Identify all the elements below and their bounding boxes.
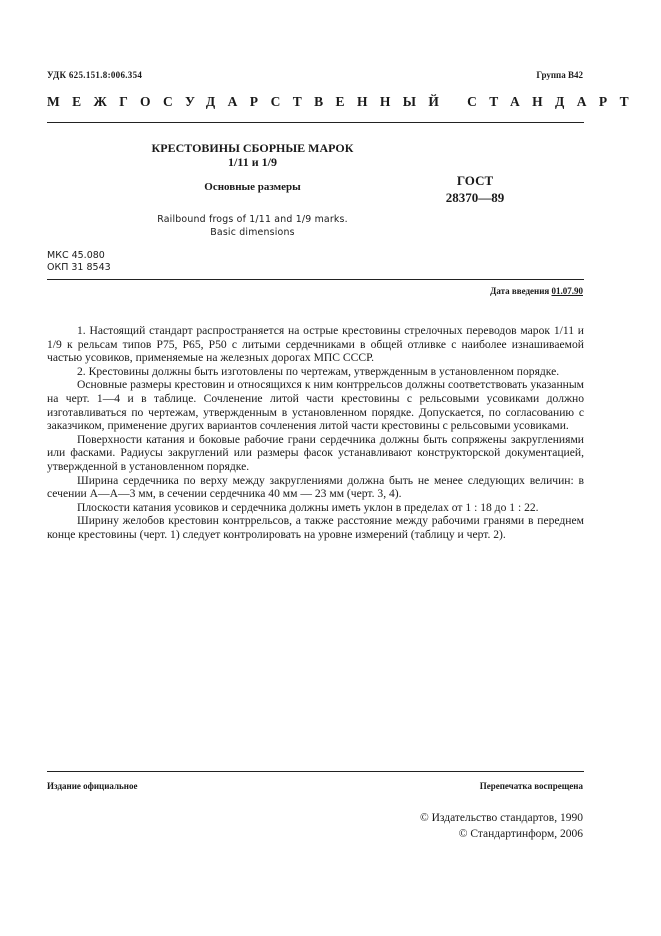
edition-note: Издание официальное	[47, 781, 138, 791]
copyright-block	[420, 810, 583, 842]
copyright-line-1: © Издательство стандартов, 1990	[419, 812, 583, 824]
standard-banner: МЕЖГОСУДАРСТВЕННЫЙ СТАНДАРТ	[47, 94, 642, 109]
gost-number: 28370—89	[445, 190, 505, 205]
codes-rule	[47, 279, 584, 280]
gost-label: ГОСТ	[456, 173, 494, 188]
reprint-note: Перепечатка воспрещена	[479, 781, 583, 791]
document-subtitle: Основные размеры	[204, 181, 301, 193]
mks-code: МКС 45.080	[47, 250, 105, 261]
gost-designation	[420, 172, 530, 206]
header-rule	[47, 122, 584, 123]
paragraph: Основные размеры крестовин и относящихся к ним контррельсов должны соответствовать указанным на черт. 1—4 и в таблице. Сочленение литой части крестовины с рельсовыми усовиками должно изготавливаться по чертежам, утвержденным в установленном порядке. Допускается, по согласованию с заказчиком, применение других вариантов сочленения литой части крестовины с рельсовыми усовиками.	[47, 378, 584, 433]
english-title	[110, 213, 395, 239]
english-title-line-2: Basic dimensions	[210, 227, 295, 238]
group-code: Группа В42	[536, 70, 583, 80]
english-title-line-1: Railbound frogs of 1/11 and 1/9 marks.	[157, 214, 348, 225]
footer-rule	[47, 771, 584, 772]
introduction-date	[490, 286, 583, 296]
paragraph: Плоскости катания усовиков и сердечника должны иметь уклон в пределах от 1 : 18 до 1 : 22.	[77, 500, 539, 514]
paragraph: Ширина сердечника по верху между закруглениями должна быть не менее следующих величин: в сечении А—А—3 мм, в сечении сердечника 40 мм — 23 мм (черт. 3, 4).	[47, 473, 584, 501]
okp-code: ОКП 31 8543	[47, 262, 111, 273]
classification-codes	[47, 250, 111, 274]
paragraph: Ширину желобов крестовин контррельсов, а также расстояние между рабочими гранями в переднем конце крестовины (черт. 1) следует контролировать на уровне измерений (таблицу и черт. 2).	[47, 514, 584, 541]
title-line-2: 1/11 и 1/9	[228, 155, 277, 169]
document-body	[47, 324, 584, 542]
copyright-line-2: © Стандартинформ, 2006	[458, 828, 583, 840]
paragraph: Поверхности катания и боковые рабочие грани сердечника должны быть сопряжены закруглениями или фасками. Радиусы закруглений или размеры фасок устанавливают конструкторской документацией, утвержденной в установленном порядке.	[47, 432, 584, 473]
document-title	[110, 141, 395, 169]
introduction-date-label: Дата введения	[490, 286, 550, 296]
introduction-date-value: 01.07.90	[551, 286, 583, 296]
udk-code: УДК 625.151.8:006.354	[47, 70, 143, 80]
paragraph: 1. Настоящий стандарт распространяется на острые крестовины стрелочных переводов марок 1/11 и 1/9 к рельсам типов Р75, Р65, Р50 с литыми сердечниками в общей отливке с наиболее изнашиваемой частью усовиков, применяемые на железных дорогах МПС СССР.	[47, 324, 584, 365]
title-line-1: КРЕСТОВИНЫ СБОРНЫЕ МАРОК	[151, 141, 354, 155]
paragraph: 2. Крестовины должны быть изготовлены по чертежам, утвержденным в установленном порядке.	[77, 364, 560, 378]
